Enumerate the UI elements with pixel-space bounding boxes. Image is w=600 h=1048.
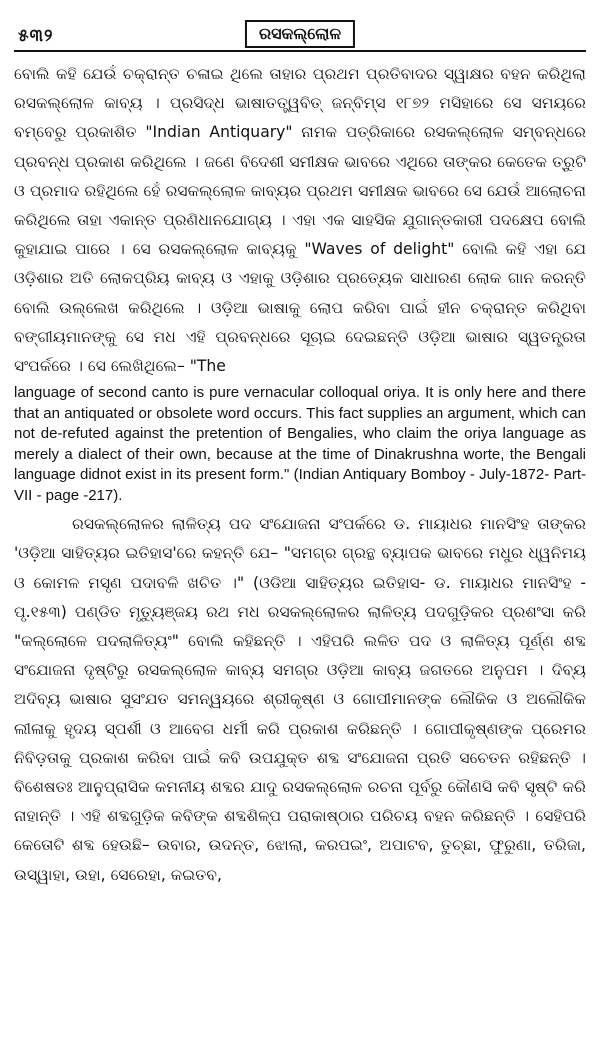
running-title: ରସକଲ୍ଲୋଳ — [245, 20, 355, 48]
paragraph-odia-2: ରସକଲ୍ଲୋଳର ଲାଳିତ୍ୟ ପଦ ସଂଯୋଜନା ସଂପର୍କରେ ଡ. ମାୟାଧର ମାନସିଂହ ତାଙ୍କର 'ଓଡ଼ିଆ ସାହିତ୍ୟର ଇତିହାସ'ରେ କହନ୍ତି ଯେ– "ସମଗ୍ର ଗ୍ରନ୍ଥ ବ୍ୟାପକ ଭାବରେ ମଧୁର ଧ୍ୱନିମୟ ଓ କୋମଳ ମସୃଣ ପଦାବଳି ଖଚିତ ।" (ଓଡିଆ ସାହିତ୍ୟର ଇତିହାସ- ଡ. ମାୟାଧର ମାନସିଂହ - ପୃ.୧୫୩) ପଣ୍ଡିତ ମୃତ୍ୟୁଞ୍ଜୟ ରଥ ମଧ ରସକଲ୍ଲୋଳର ଲାଳିତ୍ୟ ପଦଗୁଡ଼ିକର ପ୍ରଶଂସା କରି "କଲ୍ଲୋଳେ ପଦଲାଳିତ୍ୟଂ" ବୋଲି କହିଛନ୍ତି । ଏହିପରି ଲଳିତ ପଦ ଓ ଲାଳିତ୍ୟ ପୂର୍ଣ୍ଣ ଶବ୍ଦ ସଂଯୋଜନା ଦୃଷ୍ଟିରୁ ରସକଲ୍ଲୋଳ କାବ୍ୟ ସମଗ୍ର ଓଡ଼ିଆ କାବ୍ୟ ଜଗତରେ ଅନୁପମ । ଦିବ୍ୟ ଅଦିବ୍ୟ ଭାଷାର ସୁସଂଯତ ସମନ୍ୱୟରେ ଶ୍ରୀକୃଷ୍ଣ ଓ ଗୋପୀମାନଙ୍କ ଲୌକିକ ଓ ଅଲୌକିକ ଲୀଳାକୁ ହୃଦୟ ସ୍ପର୍ଶୀ ଓ ଆବେଗ ଧର୍ମୀ କରି ପ୍ରକାଶ କରିଛନ୍ତି । ଗୋପୀକୃଷ୍ଣଙ୍କ ପ୍ରେମର ନିବିଡ଼ତାକୁ ପ୍ରକାଶ କରିବା ପାଇଁ କବି ଉପଯୁକ୍ତ ଶବ୍ଦ ସଂଯୋଜନା ପ୍ରତି ସଚେତନ ରହିଛନ୍ତି । ବିଶେଷତଃ ଆନୁପ୍ରାସିକ କମନୀୟ ଶବ୍ଦର ଯାଦୁ ରସକଲ୍ଲୋଳ ରଚନା ପୂର୍ବରୁ କୌଣସି କବି ସୃଷ୍ଟି କରି ନାହାନ୍ତି । ଏହି ଶବ୍ଦଗୁଡ଼ିକ କବିଙ୍କ ଶବ୍ଦଶିଳ୍ପ ପରାକାଷ୍ଠାର ପରିଚୟ ବହନ କରିଛନ୍ତି । ସେହିପରି କେତୋଟି ଶବ୍ଦ ହେଉଛି– ଉବାର, ଉଦନ୍ତ, ଝୋଲା, କରପଇଂ, ଅପାଟବ, ତୁଚ୍ଛା, ଫୁରୁଣା, ତରିଜା, ଉସ୍ୱାହା, ଉହା, ସେରେହା, କଇତବ, — [14, 515, 586, 884]
body-text — [14, 60, 586, 890]
page-number: ୫୩୨ — [18, 26, 54, 46]
page-header — [14, 18, 586, 52]
header-rule — [14, 50, 586, 52]
paragraph-odia-1: ବୋଲି କହି ଯେଉଁ ଚକ୍ରାନ୍ତ ଚଳାଇ ଥିଲେ ତାହାର ପ୍ରଥମ ପ୍ରତିବାଦର ସ୍ୱାକ୍ଷର ବହନ କରିଥିଲା ରସକଲ୍ଲୋଳ କାବ୍ୟ । ପ୍ରସିଦ୍ଧ ଭାଷାତତ୍ତ୍ୱବିତ୍ ଜନ୍‌ବିମ୍ସ ୧୮୭୨ ମସିହାରେ ସେ ସମୟରେ ବମ୍ବେରୁ ପ୍ରକାଶିତ "Indian Antiquary" ନାମକ ପତ୍ରିକାରେ ରସକଲ୍ଲୋଳ ସମ୍ବନ୍ଧରେ ପ୍ରବନ୍ଧ ପ୍ରକାଶ କରିଥିଲେ । ଜଣେ ବିଦେଶୀ ସମୀକ୍ଷକ ଭାବରେ ଏଥିରେ ତାଙ୍କର କେତେକ ତ୍ରୁଟି ଓ ପ୍ରମାଦ ରହିଥିଲେ ହେଁ ରସକଲ୍ଲୋଳ କାବ୍ୟର ପ୍ରଥମ ସମୀକ୍ଷକ ଭାବରେ ସେ ଯେଉଁ ଆଲୋଚନା କରିଥିଲେ ତାହା ଏକାନ୍ତ ପ୍ରଣିଧାନଯୋଗ୍ୟ । ଏହା ଏକ ସାହସିକ ଯୁଗାନ୍ତକାରୀ ପଦକ୍ଷେପ ବୋଲି କୁହାଯାଇ ପାରେ । ସେ ରସକଲ୍ଲୋଳ କାବ୍ୟକୁ "Waves of delight" ବୋଲି କହି ଏହା ଯେ ଓଡ଼ିଶାର ଅତି ଲୋକପ୍ରିୟ କାବ୍ୟ ଓ ଏହାକୁ ଓଡ଼ିଶାର ପ୍ରତ୍ୟେକ ସାଧାରଣ ଲୋକ ଗାନ କରନ୍ତି ବୋଲି ଉଲ୍ଲେଖ କରିଥିଲେ । ଓଡ଼ିଆ ଭାଷାକୁ ଲୋପ କରିବା ପାଇଁ ହୀନ ଚକ୍ରାନ୍ତ କରିଥିବା ବଙ୍ଗୀୟମାନଙ୍କୁ ସେ ମଧ ଏହି ପ୍ରବନ୍ଧରେ ସୂଚାଇ ଦେଇଛନ୍ତି ଓଡ଼ିଆ ଭାଷାର ସ୍ୱତନ୍ତ୍ରତା ସଂପର୍କରେ । ସେ ଲେଖିଥିଲେ– "The — [14, 65, 586, 376]
paragraph-english-quote: language of second canto is pure vernacular colloqual oriya. It is only here and there that an antiquated or obsolete word occurs. This fact supplies an argument, which can not de-refuted against the pretention of Bengalies, who claim the oriya language as merely a dialect of their own, because at the time of Dinakrushna worte, the Bengali language didnot exist in its present form." (Indian Antiquary Bomboy - July-1872- Part-VII - page -217). — [14, 384, 586, 504]
